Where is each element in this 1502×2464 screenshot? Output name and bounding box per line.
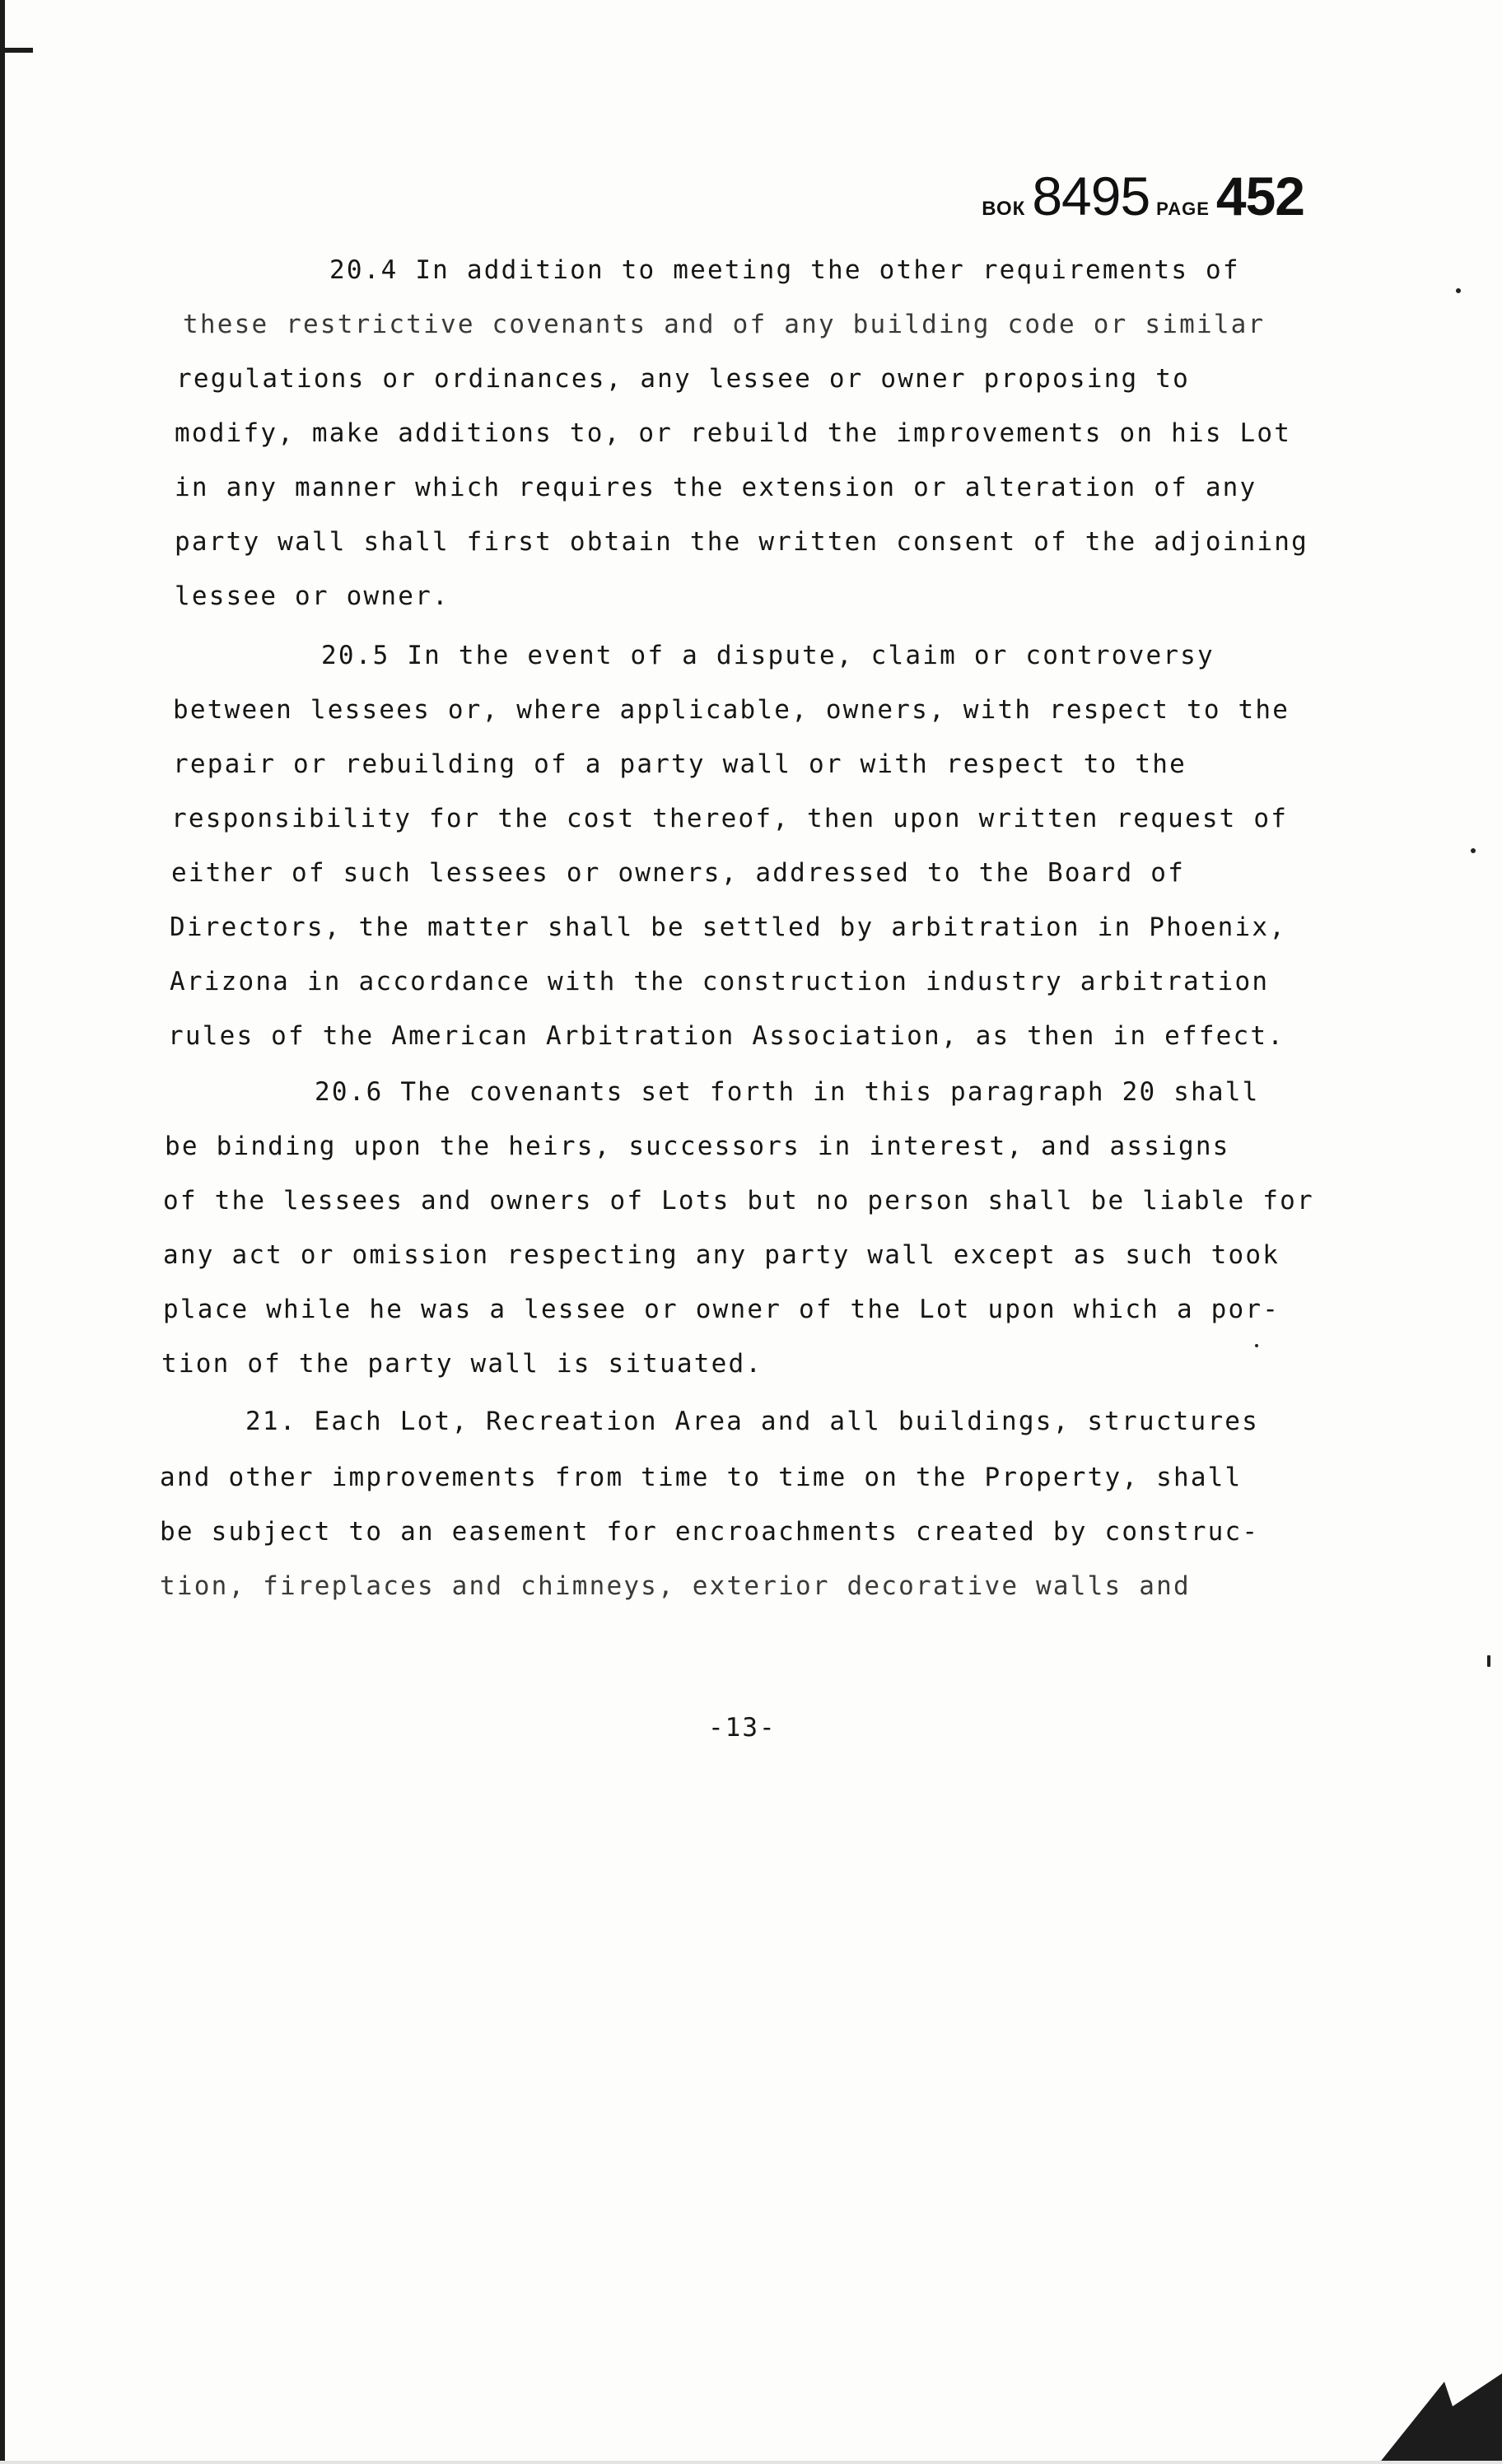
page-number: 452 xyxy=(1215,166,1304,226)
paragraph-20-4-line-3: regulations or ordinances, any lessee or owner proposing to xyxy=(176,364,1190,394)
paragraph-20-6-line-3: of the lessees and owners of Lots but no person shall be liable for xyxy=(163,1186,1314,1216)
page-footer-number: -13- xyxy=(708,1713,777,1743)
scan-speck xyxy=(1255,1344,1258,1347)
scan-edge-mark xyxy=(5,48,33,53)
paragraph-20-4-line-6: party wall shall first obtain the written consent of the adjoining xyxy=(175,527,1308,557)
paragraph-20-5-line-4: responsibility for the cost thereof, then upon written request of xyxy=(171,804,1289,833)
paragraph-20-5-line-5: either of such lessees or owners, addressed to the Board of xyxy=(171,858,1185,888)
scan-speck xyxy=(1456,288,1461,293)
paragraph-20-5-line-8: rules of the American Arbitration Association, as then in effect. xyxy=(168,1021,1285,1051)
scan-bottom-edge xyxy=(0,2461,1502,2464)
paragraph-20-4-line-1: 20.4 In addition to meeting the other requirements of xyxy=(329,255,1240,285)
scan-speck xyxy=(1471,848,1476,853)
scan-edge xyxy=(0,0,5,2464)
paragraph-20-6-line-4: any act or omission respecting any party wall except as such took xyxy=(163,1240,1280,1270)
paragraph-20-6-line-2: be binding upon the heirs, successors in interest, and assigns xyxy=(165,1132,1230,1161)
page-label: PAGE xyxy=(1156,198,1210,219)
book-page-stamp xyxy=(982,165,1304,227)
paragraph-20-5-line-6: Directors, the matter shall be settled by arbitration in Phoenix, xyxy=(170,912,1287,942)
paragraph-20-6-line-5: place while he was a lessee or owner of the Lot upon which a por- xyxy=(163,1295,1280,1324)
paragraph-20-6-line-6: tion of the party wall is situated. xyxy=(161,1349,763,1379)
paragraph-20-5-line-2: between lessees or, where applicable, owners, with respect to the xyxy=(173,695,1290,725)
paragraph-21-line-2: and other improvements from time to time on the Property, shall xyxy=(160,1463,1243,1492)
paragraph-20-4-line-4: modify, make additions to, or rebuild the improvements on his Lot xyxy=(175,418,1292,448)
paragraph-20-5-line-3: repair or rebuilding of a party wall or with respect to the xyxy=(173,749,1187,779)
paragraph-21-line-3: be subject to an easement for encroachments created by construc- xyxy=(160,1517,1260,1547)
scan-speck xyxy=(1487,1655,1490,1667)
paragraph-20-4-line-2: these restrictive covenants and of any building code or similar xyxy=(183,310,1266,339)
scan-corner-shadow xyxy=(1321,2373,1502,2464)
book-label: ВОК xyxy=(982,198,1026,220)
paragraph-20-6-line-1: 20.6 The covenants set forth in this paragraph 20 shall xyxy=(315,1077,1260,1107)
paragraph-20-5-line-1: 20.5 In the event of a dispute, claim or controversy xyxy=(321,641,1215,670)
paragraph-20-4-line-5: in any manner which requires the extension or alteration of any xyxy=(175,473,1257,502)
paragraph-21-line-1: 21. Each Lot, Recreation Area and all buildings, structures xyxy=(245,1407,1259,1436)
book-number: 8495 xyxy=(1032,166,1150,226)
paragraph-20-5-line-7: Arizona in accordance with the construction industry arbitration xyxy=(170,967,1270,996)
paragraph-21-line-4: tion, fireplaces and chimneys, exterior decorative walls and xyxy=(160,1571,1191,1601)
paragraph-20-4-line-7: lessee or owner. xyxy=(175,581,450,611)
